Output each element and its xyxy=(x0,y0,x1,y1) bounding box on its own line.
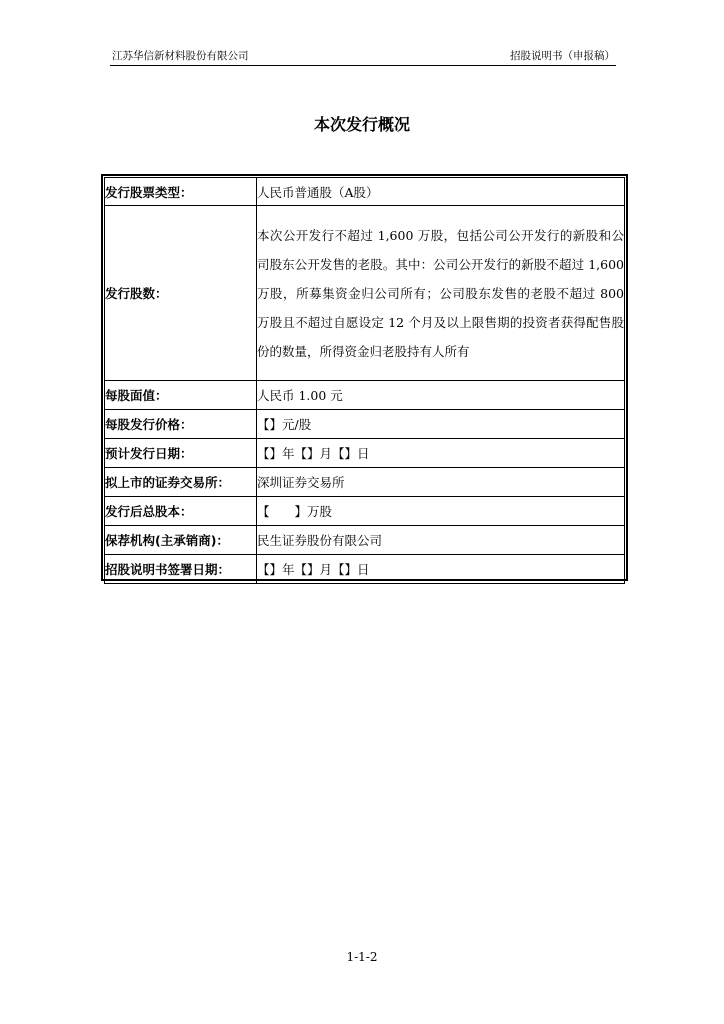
row-value: 人民币普通股（A股） xyxy=(257,178,625,206)
row-value: 【】年【】月【】日 xyxy=(257,439,625,468)
row-label: 每股面值： xyxy=(105,381,257,410)
header-document-type: 招股说明书（申报稿） xyxy=(510,50,615,62)
row-label: 保荐机构(主承销商)： xyxy=(105,526,257,555)
table-row-issue-price xyxy=(105,410,625,439)
row-value: 本次公开发行不超过 1,600 万股，包括公司公开发行的新股和公司股东公开发售的老股。其中：公司公开发行的新股不超过 1,600 万股，所募集资金归公司所有；公司股东发售的老股不超过 800 万股且不超过自愿设定 12 个月及以上限售期的投资者获得配售股份的数量，所得资金归老股持有人所有 xyxy=(257,227,624,359)
issuance-summary-table xyxy=(104,177,625,584)
table-row-exchange xyxy=(105,468,625,497)
row-label: 预计发行日期： xyxy=(105,439,257,468)
table-row-stock-type xyxy=(105,178,625,206)
row-value: 民生证券股份有限公司 xyxy=(257,526,625,555)
table-row-share-count xyxy=(105,206,625,381)
row-value: 人民币 1.00 元 xyxy=(257,381,625,410)
row-value: 【】元/股 xyxy=(257,410,625,439)
table-row-signing-date xyxy=(105,555,625,584)
row-value: 深圳证券交易所 xyxy=(257,468,625,497)
page-title: 本次发行概况 xyxy=(313,115,410,134)
row-label: 发行股数： xyxy=(105,206,257,381)
row-label: 发行股票类型： xyxy=(105,178,257,206)
table-row-sponsor xyxy=(105,526,625,555)
row-label: 发行后总股本： xyxy=(105,497,257,526)
page-number: 1-1-2 xyxy=(346,950,378,964)
table-row-issue-date xyxy=(105,439,625,468)
row-label: 拟上市的证券交易所： xyxy=(105,468,257,497)
header-divider xyxy=(110,65,616,66)
row-label: 每股发行价格： xyxy=(105,410,257,439)
row-label: 招股说明书签署日期： xyxy=(105,555,257,584)
table-row-par-value xyxy=(105,381,625,410)
row-value: 【 】万股 xyxy=(257,497,625,526)
row-value: 【】年【】月【】日 xyxy=(257,555,625,584)
header-company: 江苏华信新材料股份有限公司 xyxy=(112,50,249,62)
table-row-total-shares xyxy=(105,497,625,526)
